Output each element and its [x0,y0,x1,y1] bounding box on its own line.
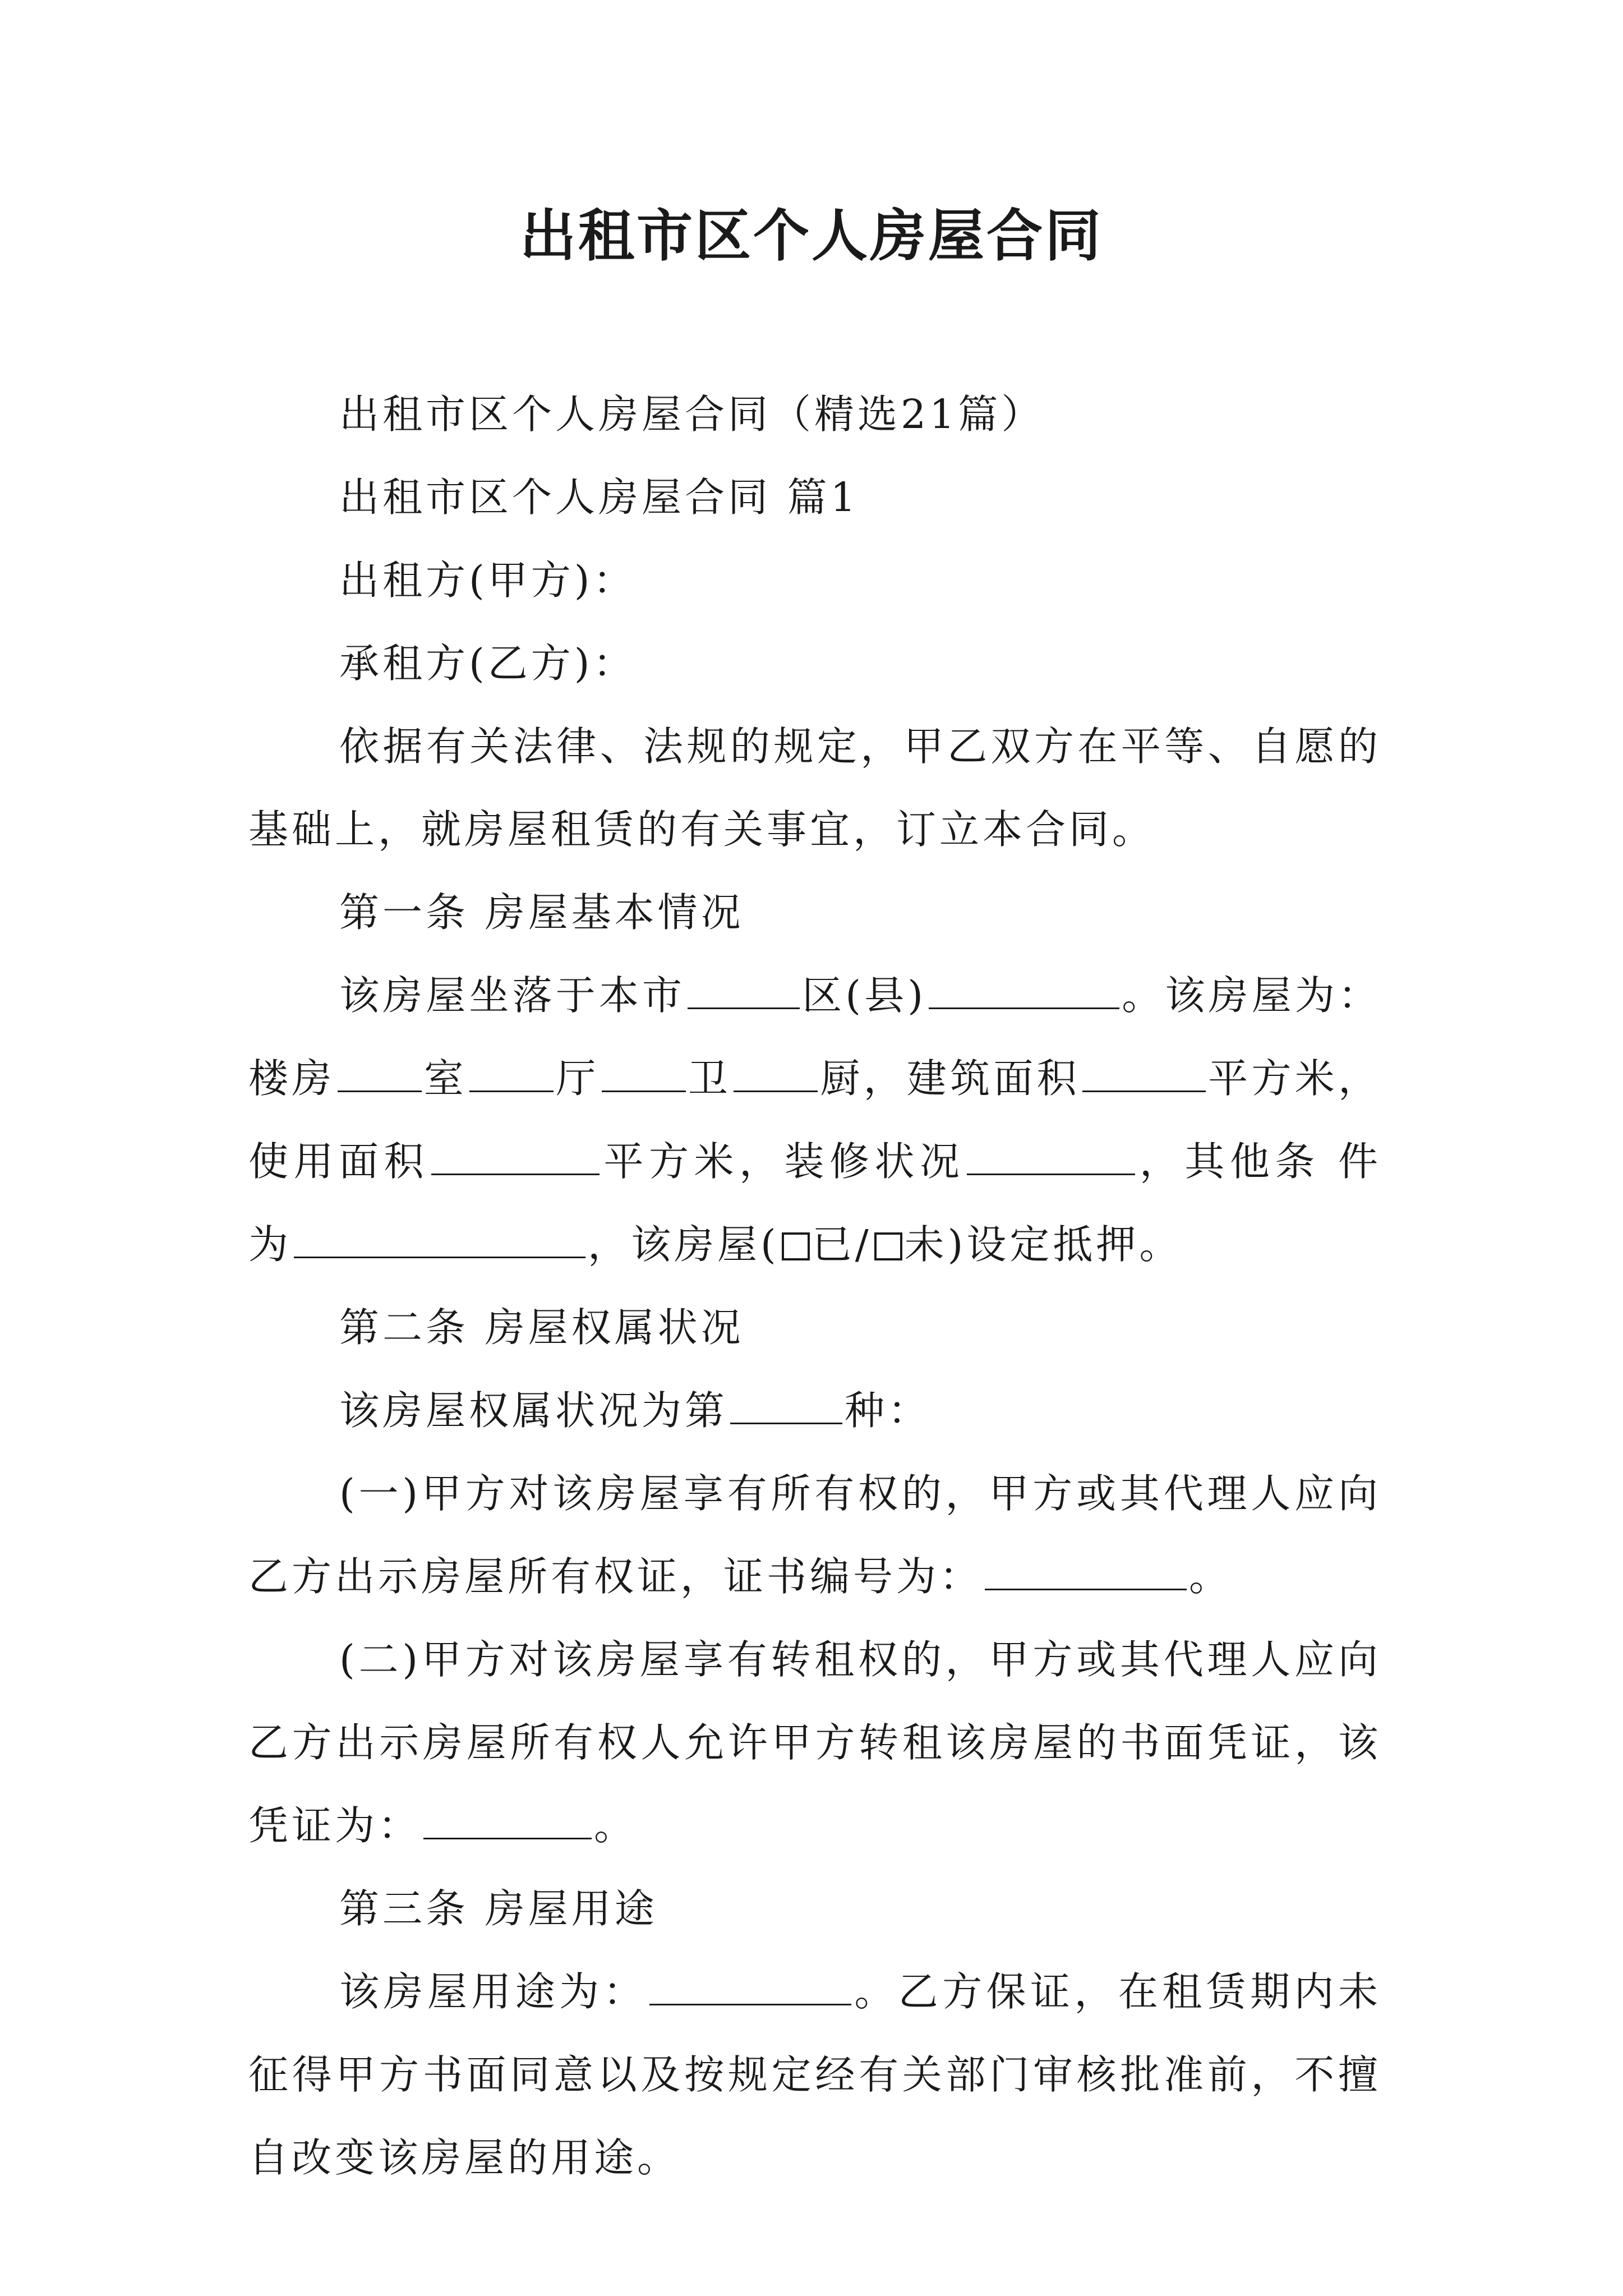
text-segment: 厨，建筑面积 [820,1055,1080,1102]
text-segment: 该房屋坐落于本市 [339,972,686,1019]
fill-blank-halls [469,1058,554,1092]
text-segment: 未)设定抵押。 [904,1221,1183,1268]
fill-blank-baths [602,1058,686,1092]
text-segment: 。乙方保证，在租赁期内未征得甲方书面同意以及按规定经有关部门审核批准前，不擅自改变该房屋的用途。 [248,1968,1381,2181]
article3-heading: 第三条 房屋用途 [339,1885,658,1932]
text-segment: (二)甲方对该房屋享有转租权的，甲方或其代理人应向乙方出示房屋所有权人允许甲方转租该房屋的书面凭证，该凭证为： [248,1636,1381,1849]
text-segment: 平方米，装修状况 [601,1138,965,1185]
text-segment: 厅 [556,1055,600,1102]
text-segment: 该房屋用途为： [339,1968,647,2015]
fill-blank-location [929,975,1119,1009]
fill-blank-ownership-type [730,1390,842,1424]
fill-blank-district [688,975,800,1009]
text-segment: 。 [594,1802,638,1849]
lessee-line: 承租方(乙方)： [339,640,637,687]
article2-item2 [248,1618,1381,1867]
text-segment: 卫 [688,1055,732,1102]
fill-blank-building-area [1082,1058,1206,1092]
document-body [248,373,1381,2200]
article2-line1 [248,1369,1381,1452]
fill-blank-certificate-number [985,1556,1187,1590]
text-segment: 已/ [811,1221,872,1268]
text-segment: ，其他条 件为 [248,1138,1381,1268]
checkbox-not-mortgaged [874,1232,902,1260]
text-segment: ，该房屋( [588,1221,780,1268]
text-segment: 。该房屋为：楼房 [248,972,1381,1102]
checkbox-mortgaged [782,1232,810,1260]
fill-blank-sublease-voucher [423,1805,592,1839]
article2-heading: 第二条 房屋权属状况 [339,1304,744,1351]
fill-blank-usage [649,1971,851,2005]
article3-paragraph [248,1950,1381,2200]
subtitle: 出租市区个人房屋合同（精选21篇） [339,391,1045,438]
fill-blank-decoration [967,1141,1135,1175]
fill-blank-kitchens [734,1058,818,1092]
document-title: 出租市区个人房屋合同 [520,203,1103,269]
text-segment: 室 [423,1055,468,1102]
fill-blank-rooms [338,1058,422,1092]
intro-paragraph: 依据有关法律、法规的规定，甲乙双方在平等、自愿的基础上，就房屋租赁的有关事宜，订立本合同。 [248,723,1381,853]
text-segment: 该房屋权属状况为第 [339,1387,728,1434]
text-segment: 平方米，使用面积 [248,1055,1381,1185]
article1-heading: 第一条 房屋基本情况 [339,889,744,936]
text-segment: 。 [1189,1553,1233,1600]
fill-blank-usable-area [431,1141,600,1175]
article1-paragraph [248,954,1381,1286]
lessor-line: 出租方(甲方)： [339,557,637,604]
section-heading: 出租市区个人房屋合同 篇1 [339,474,859,521]
text-segment: 种： [845,1387,932,1434]
text-segment: (一)甲方对该房屋享有所有权的，甲方或其代理人应向乙方出示房屋所有权证，证书编号为： [248,1470,1381,1600]
text-segment: 区(县) [802,972,927,1019]
fill-blank-other [294,1224,585,1258]
article2-item1 [248,1452,1381,1618]
